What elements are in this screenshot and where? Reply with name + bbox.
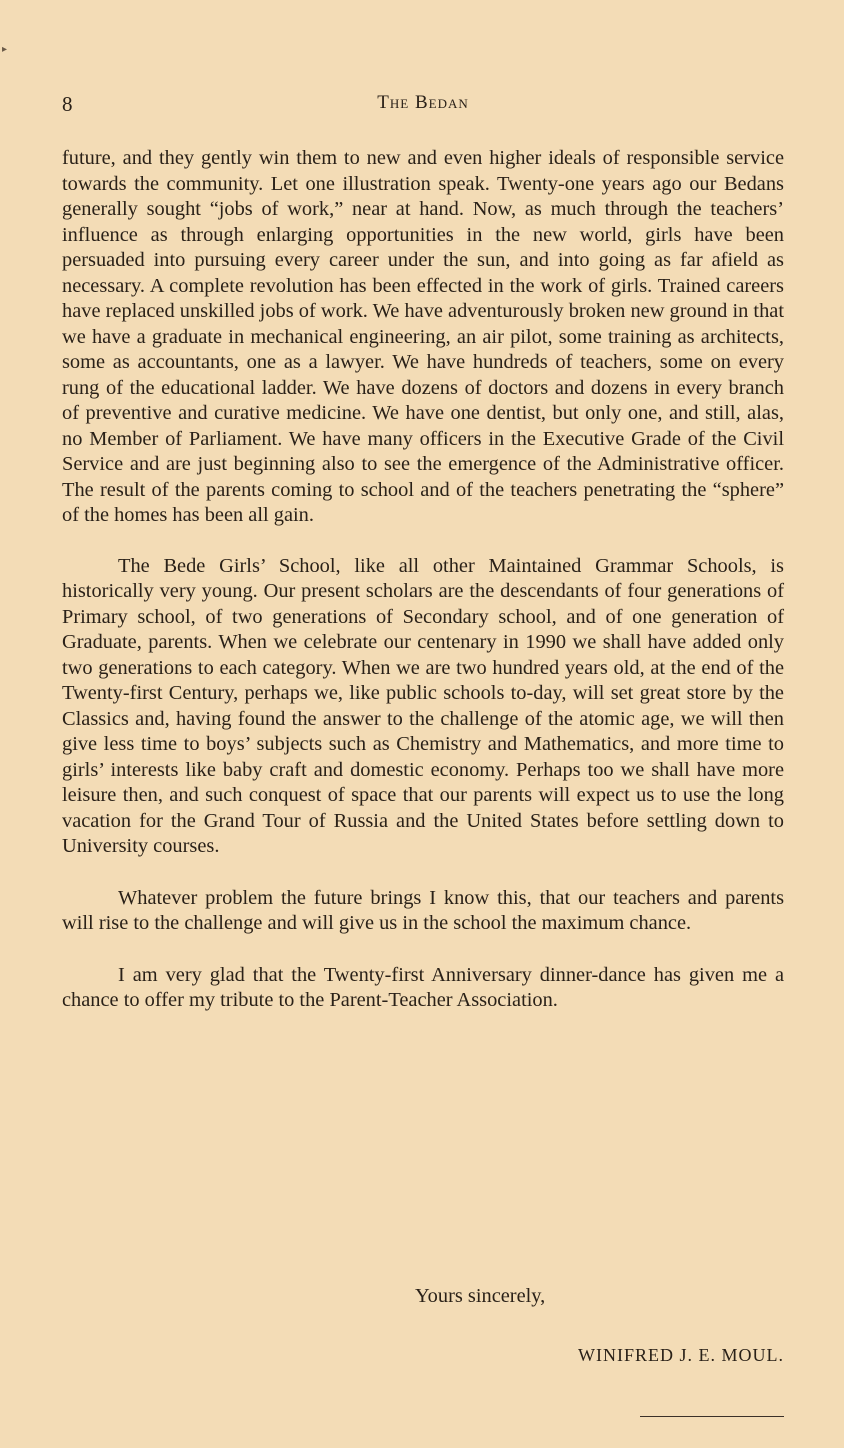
- letter-body: [62, 146, 784, 1014]
- paragraph-1: future, and they gently win them to new and even higher ideals of responsible service towards the community. Let one illustration speak. Twenty-one years ago our Bedans generally sought “jobs of work,” near at hand. Now, as much through the teachers’ influence as through enlarging opportunities in the new world, girls have been persuaded into pursuing every career under the sun, and into going as far afield as necessary. A complete revolution has been effected in the work of girls. Trained careers have replaced unskilled jobs of work. We have adventurously broken new ground in that we have a graduate in mechanical engineering, an air pilot, some training as architects, some as accountants, one as a lawyer. We have hundreds of teachers, some on every rung of the educational ladder. We have dozens of doctors and dozens in every branch of preventive and curative medicine. We have one dentist, but only one, and still, alas, no Member of Parliament. We have many officers in the Executive Grade of the Civil Service and are just beginning also to see the emergence of the Administrative officer. The result of the parents coming to school and of the teachers penetrating the “sphere” of the homes has been all gain.: [62, 147, 784, 526]
- margin-mark: ▸: [2, 44, 8, 55]
- paragraph-2: The Bede Girls’ School, like all other Maintained Grammar Schools, is historically very young. Our present scholars are the descendants of four generations of Primary school, of two generations of Secondary school, and of one generation of Graduate, parents. When we celebrate our centenary in 1990 we shall have added only two generations to each category. When we are two hundred years old, at the end of the Twenty-first Century, perhaps we, like public schools to-day, will set great store by the Classics and, having found the answer to the challenge of the atomic age, we will then give less time to boys’ subjects such as Chemistry and Mathematics, and more time to girls’ interests like baby craft and domestic economy. Perhaps too we shall have more leisure then, and such conquest of space that our parents will expect us to use the long vacation for the Grand Tour of Russia and the United States before settling down to University courses.: [62, 554, 784, 857]
- page-header: [62, 92, 784, 122]
- paragraph-3: Whatever problem the future brings I know this, that our teachers and parents will rise to the challenge and will give us in the school the maximum chance.: [62, 886, 784, 934]
- bottom-rule: [640, 1416, 784, 1417]
- page-number: 8: [62, 92, 73, 116]
- closing-salutation: Yours sincerely,: [415, 1285, 546, 1307]
- signature: WINIFRED J. E. MOUL.: [578, 1345, 784, 1365]
- paragraph-4: I am very glad that the Twenty-first Anniversary dinner-dance has given me a chance to offer my tribute to the Parent-Teacher Association.: [62, 963, 784, 1011]
- running-title: The Bedan: [377, 92, 469, 113]
